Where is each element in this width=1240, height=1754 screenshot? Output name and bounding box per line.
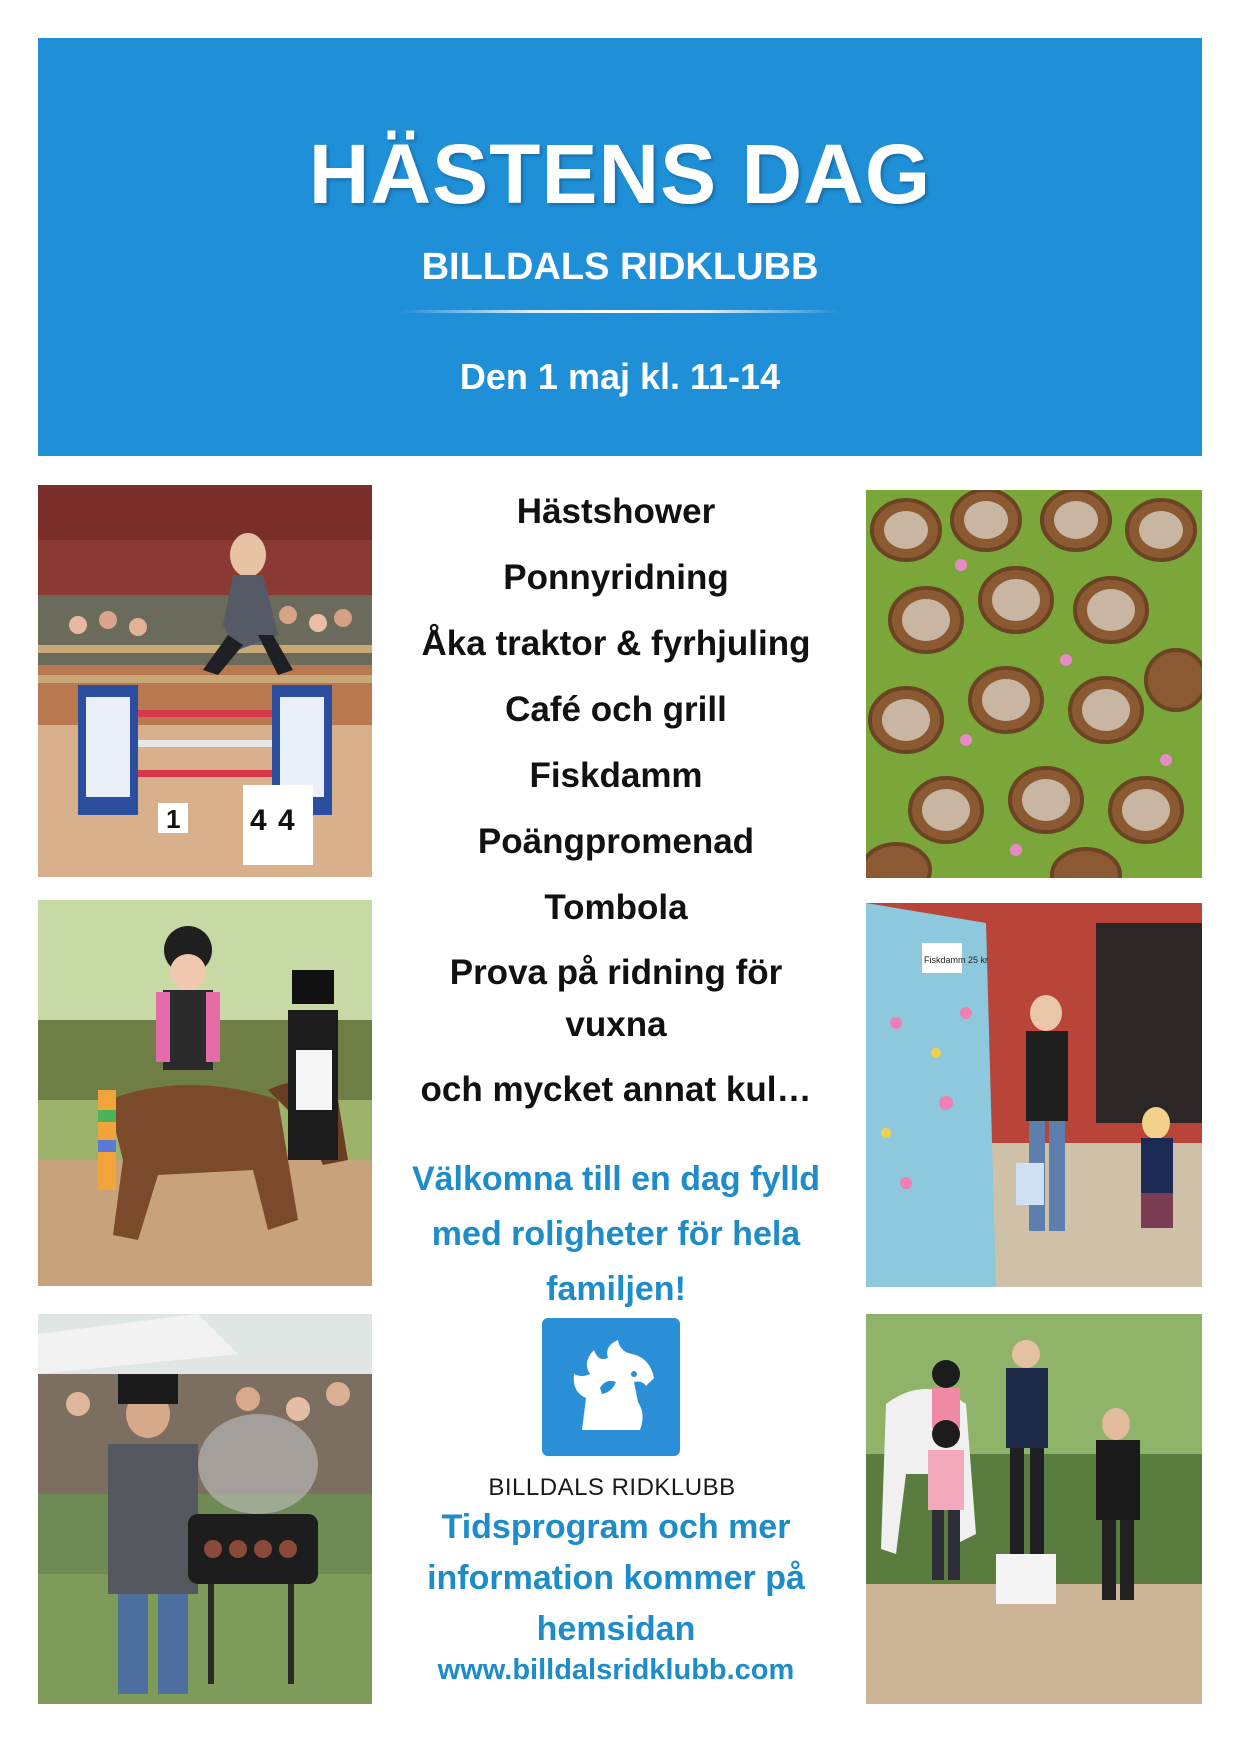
activity-item: Hästshower [516, 492, 716, 531]
welcome-line: Välkomna till en dag fylld [411, 1160, 821, 1198]
photo-fiskdamm [866, 903, 1202, 1287]
photo-pony-ride [38, 900, 372, 1286]
activity-item: Prova på ridning för [449, 953, 783, 992]
activity-item: Poängpromenad [477, 822, 755, 861]
welcome-line: familjen! [546, 1270, 686, 1308]
activity-item: Fiskdamm [529, 756, 703, 795]
club-logo [542, 1318, 680, 1456]
photo-pony-handling [866, 1314, 1202, 1704]
fiskdamm-sign: Fiskdamm 25 kr [924, 955, 989, 965]
welcome-line: med roligheter för hela [431, 1215, 801, 1253]
activity-item: vuxna [565, 1005, 667, 1044]
info-line: information kommer på [427, 1559, 805, 1597]
jump-number-4b: 4 [278, 804, 295, 837]
activity-item: Tombola [544, 888, 688, 927]
activity-item: Ponnyridning [503, 558, 729, 597]
header-banner [38, 38, 1202, 456]
header-divider [400, 310, 840, 313]
welcome-message [368, 1152, 864, 1317]
event-date: Den 1 maj kl. 11-14 [459, 356, 781, 397]
photo-show-jumping [38, 485, 372, 877]
jump-number-4a: 4 [250, 804, 267, 837]
info-line: hemsidan [536, 1610, 696, 1648]
activities-list [378, 485, 854, 1129]
activity-item: Café och grill [505, 690, 727, 729]
logo-club-name: BILLDALS RIDKLUBB [488, 1474, 736, 1501]
photo-horseshoe-medals [866, 490, 1202, 878]
event-title: HÄSTENS DAG [308, 127, 932, 221]
info-line: Tidsprogram och mer [441, 1508, 791, 1546]
info-message [388, 1502, 844, 1655]
horse-head-icon [542, 1318, 680, 1456]
jump-number-1: 1 [166, 804, 181, 834]
photo-grill [38, 1314, 372, 1704]
activity-item: och mycket annat kul… [420, 1070, 812, 1109]
website-link[interactable]: www.billdalsridklubb.com [437, 1654, 795, 1686]
club-subtitle: BILLDALS RIDKLUBB [421, 246, 819, 288]
activity-item: Åka traktor & fyrhjuling [421, 624, 811, 663]
